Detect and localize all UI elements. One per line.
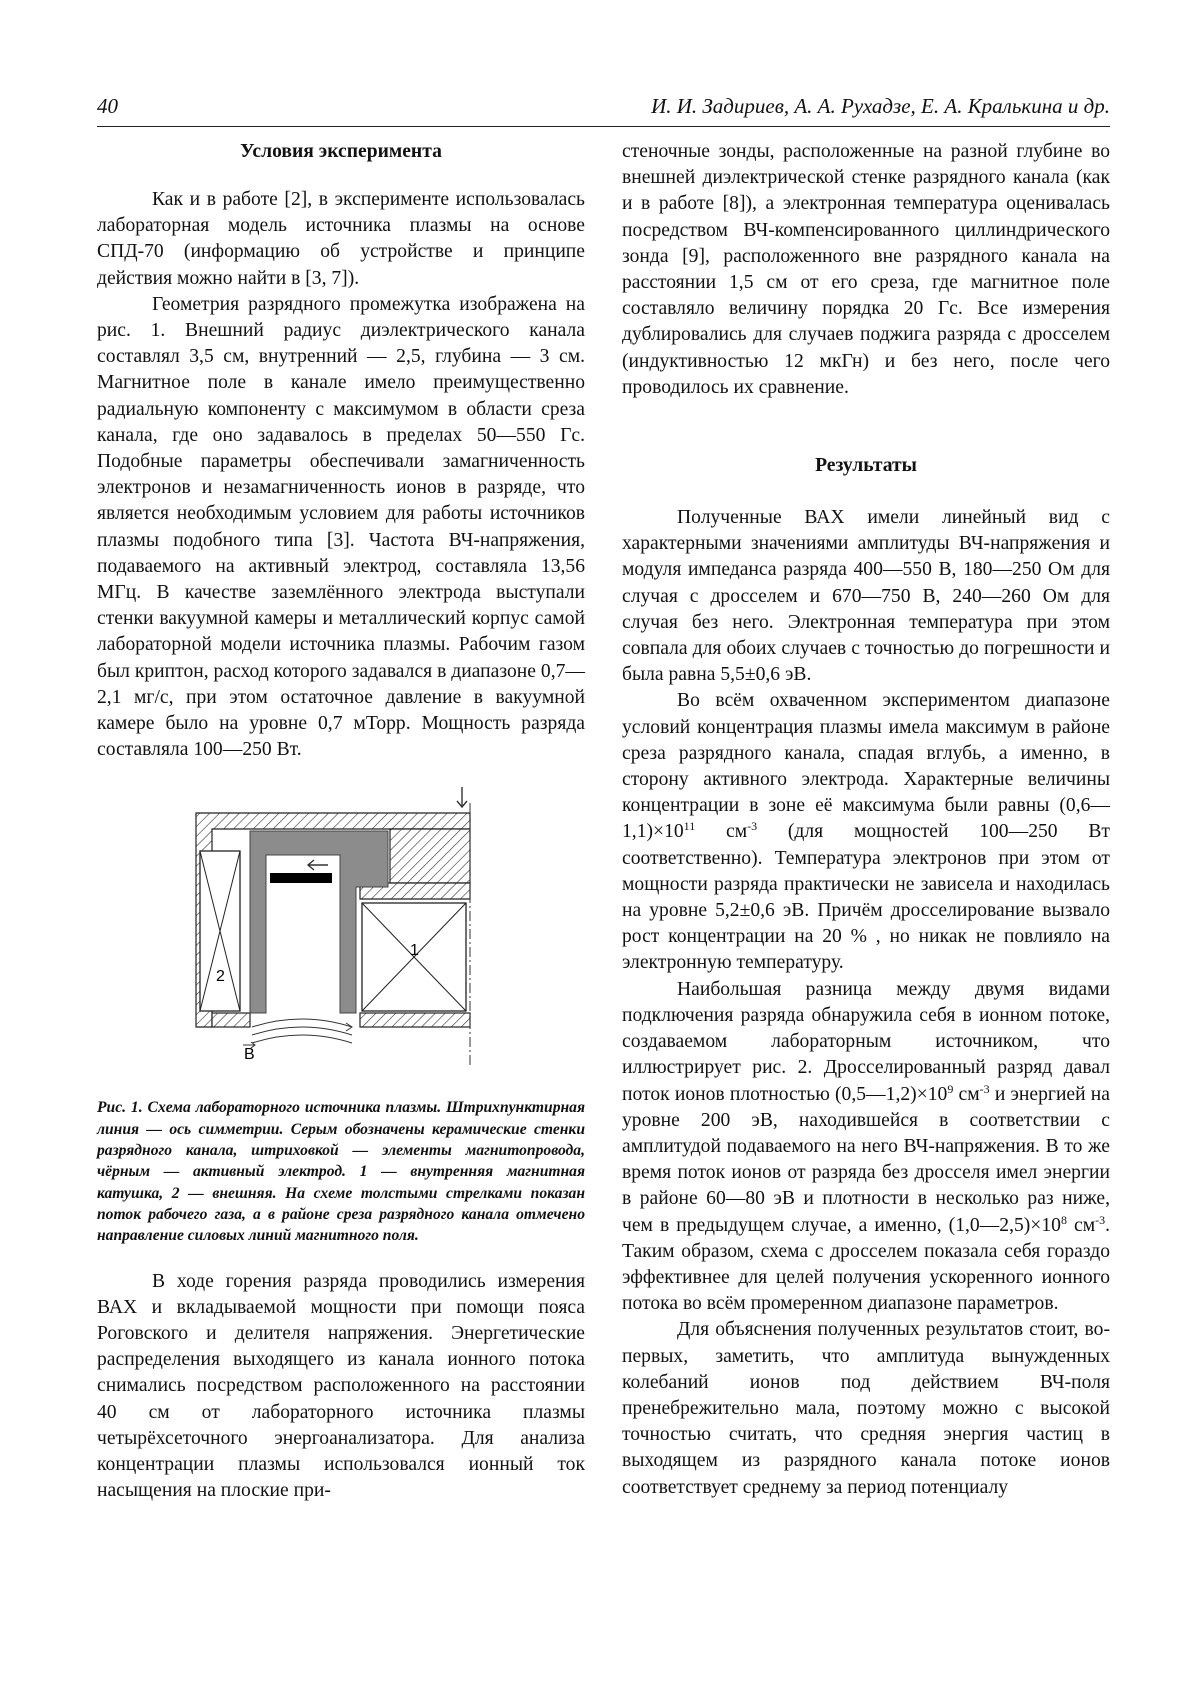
pole-piece-right — [360, 1013, 470, 1027]
magnetic-core-top — [390, 829, 470, 883]
right-column — [622, 139, 1110, 1501]
running-authors: И. И. Задириев, А. А. Рухадзе, Е. А. Кралькина и др. — [651, 94, 1110, 118]
section-heading-conditions: Условия эксперимента — [240, 141, 442, 162]
plasma-source-diagram — [180, 783, 480, 1067]
paragraph: стеночные зонды, расположенные на разной глубине во внешней диэлектрической стенке разрядного канала (как и в работе [8]), а электронная температура оценивалась посредством ВЧ-компенсированного циллиндрического зонда [9], расположенного вне разрядного канала на расстоянии 1,5 см от его среза, где магнитное поле составляло величину порядка 20 Гс. Все измерения дублировались для случаев поджига разряда с дросселем (индуктивностью 12 мкГн) и без него, после чего проводилось их сравнение. — [622, 141, 1110, 398]
label-b-field: B — [244, 1046, 255, 1064]
label-outer-coil: 2 — [216, 968, 225, 986]
figure-1 — [97, 783, 585, 1083]
label-inner-coil: 1 — [410, 942, 419, 960]
paragraph: Геометрия разрядного промежутка изображена на рис. 1. Внешний радиус диэлектрического канала составлял 3,5 см, внутренний — 2,5, глубина — 3 см. Магнитное поле в канале имело преимущественно радиальную компоненту с максимумом в области среза канала, где оно задавалось в пределах 50—550 Гс. Подобные параметры обеспечивали замагниченность электронов и незамагниченность ионов в разряде, что является необходимым условием для работы источников плазмы подобного типа [3]. Частота ВЧ-напряжения, подаваемого на активный электрод, составляла 13,56 МГц. В качестве заземлённого электрода выступали стенки вакуумной камеры и металлический корпус самой лабораторной модели источника плазмы. Рабочим газом был криптон, расход которого задавался в диапазоне 0,7—2,1 мг/с, при этом остаточное давление в вакуумной камере было на уровне 0,7 мТорр. Мощность разряда составляла 100—250 Вт. — [97, 293, 585, 761]
paragraph: Наибольшая разница между двумя видами подключения разряда обнаружила себя в ионном потоке, создаваемом лабораторным источником, что иллюстрирует рис. 2. Дросселированный разряд давал поток ионов плотностью $(0,5—1,2)\times 10^9$ $см^{-3}$ и энергией на уровне 200 эВ, находившейся в соответствии с амплитудой подаваемого на него ВЧ-напряжения. В то же время поток ионов от разряда без дросселя имел энергии в районе 60—80 эВ и плотности в несколько раз ниже, чем в предыдущем случае, а именно, $(1,0—2,5)\times 10^8$ $см^{-3}$. Таким образом, схема с дросселем показала себя гораздо эффективнее для целей получения ускоренного ионного потока во всём промеренном диапазоне параметров. — [622, 978, 1111, 1315]
pole-piece-left — [212, 1013, 250, 1027]
page-header — [97, 86, 1110, 127]
section-heading-results: Результаты — [815, 455, 917, 477]
paragraph: Полученные ВАХ имели линейный вид с характерными значениями амплитуды ВЧ-напряжения и модуля импеданса разряда 400—550 В, 180—250 Ом для случая с дросселем и 670—750 В, 240—260 Ом для случая без него. Электронная температура при этом совпала для обоих случаев с точностью до погрешности и была равна 5,5±0,6 эВ. — [622, 507, 1110, 686]
paragraph: В ходе горения разряда проводились измерения ВАХ и вкладываемой мощности при помощи пояса Роговского и делителя напряжения. Энергетические распределения выходящего из канала ионного потока снимались посредством расположенного на расстоянии 40 см от лабораторного источника плазмы четырёхсеточного энергоанализатора. Для анализа концентрации плазмы использовался ионный ток насыщения на плоские при- — [97, 1270, 585, 1502]
page-number: 40 — [97, 94, 118, 118]
active-electrode — [270, 873, 332, 883]
paragraph: Во всём охваченном экспериментом диапазоне условий концентрация плазмы имела максимум в районе среза разрядного канала, спадая вглубь, а именно, в сторону активного электрода. Характерные величины концентрации в зоне её максимума были равны $(0,6—1,1)\times 10^{11}$ $см^{-3}$ (для мощностей 100—250 Вт соответственно). Температура электронов при этом от мощности разряда практически не зависела и находилась на уровне 5,2±0,6 эВ. Причём дросселирование вызвало рост концентрации на 20 % , но никак не повлияло на электронную температуру. — [622, 690, 1110, 974]
paragraph: Как и в работе [2], в эксперименте использовалась лабораторная модель источника плазмы на основе СПД-70 (информацию об устройстве и принципе действия можно найти в [3, 7]). — [97, 189, 585, 289]
paragraph: Для объяснения полученных результатов стоит, во-первых, заметить, что амплитуда вынужденных колебаний ионов под действием ВЧ-поля пренебрежительно мала, поэтому можно с высокой точностью считать, что средняя энергия частиц в выходящем из разрядного канала потоке ионов соответствует среднему за период потенциалу — [622, 1319, 1110, 1498]
figure-1-caption: Рис. 1. Схема лабораторного источника плазмы. Штрихпунктирная линия — ось симметрии. Серым обозначены керамические стенки разрядного канала, штриховкой — элементы магнитопровода, чёрным — активный электрод. 1 — внутренняя магнитная катушка, 2 — внешняя. На схеме толстыми стрелками показан поток рабочего газа, а в районе среза разрядного канала отмечено направление силовых линий магнитного поля. — [97, 1099, 585, 1245]
left-column — [97, 139, 585, 1504]
